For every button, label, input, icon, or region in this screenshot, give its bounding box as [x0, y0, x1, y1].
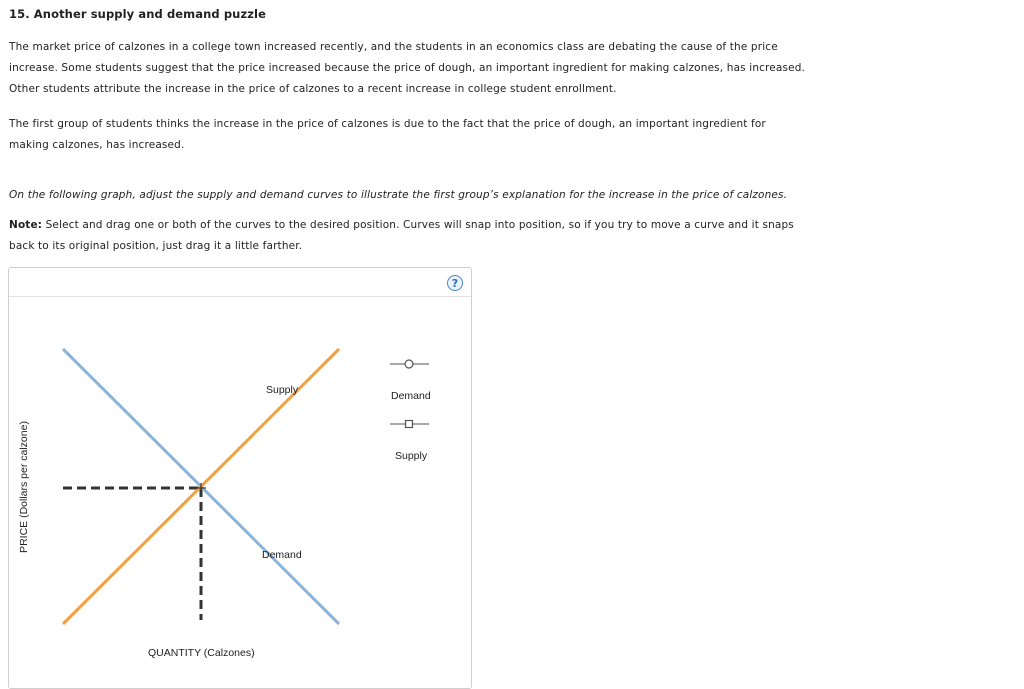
note-text: Select and drag one or both of the curves to the desired position. Curves will snap into position, so if you try to move a curve and it snaps back to its original position, just drag it a little farther.: [9, 219, 794, 252]
square-handle-icon[interactable]: [406, 421, 413, 428]
supply-curve-label: Supply: [266, 384, 299, 396]
question-title: 15. Another supply and demand puzzle: [9, 7, 266, 21]
x-axis-label: QUANTITY (Calzones): [148, 647, 255, 659]
legend-demand-tool[interactable]: [390, 360, 429, 368]
legend-demand-label: Demand: [391, 390, 431, 402]
y-axis-label: PRICE (Dollars per calzone): [18, 421, 30, 553]
note-label: Note:: [9, 219, 43, 231]
question-intro-paragraph: The market price of calzones in a college town increased recently, and the students in an economics class are debating the cause of the price increase. Some students suggest that the price increased because the price of dough, an important ingredient for making calzones, has increased. Other students attribute the increase in the price of calzones to a recent increase in college student enrollment.: [9, 41, 806, 95]
supply-demand-graph: [9, 268, 471, 688]
legend-supply-tool[interactable]: [390, 421, 429, 428]
graph-panel: [8, 267, 472, 689]
demand-curve-label: Demand: [262, 549, 302, 561]
graph-instruction: On the following graph, adjust the supply and demand curves to illustrate the first group’s explanation for the increase in the price of calzones.: [9, 189, 788, 201]
first-group-paragraph: The first group of students thinks the increase in the price of calzones is due to the fact that the price of dough, an important ingredient for making calzones, has increased.: [9, 118, 766, 151]
circle-handle-icon[interactable]: [405, 360, 413, 368]
note-paragraph: [9, 215, 809, 257]
legend-supply-label: Supply: [395, 450, 428, 462]
help-icon[interactable]: ?: [447, 275, 463, 291]
